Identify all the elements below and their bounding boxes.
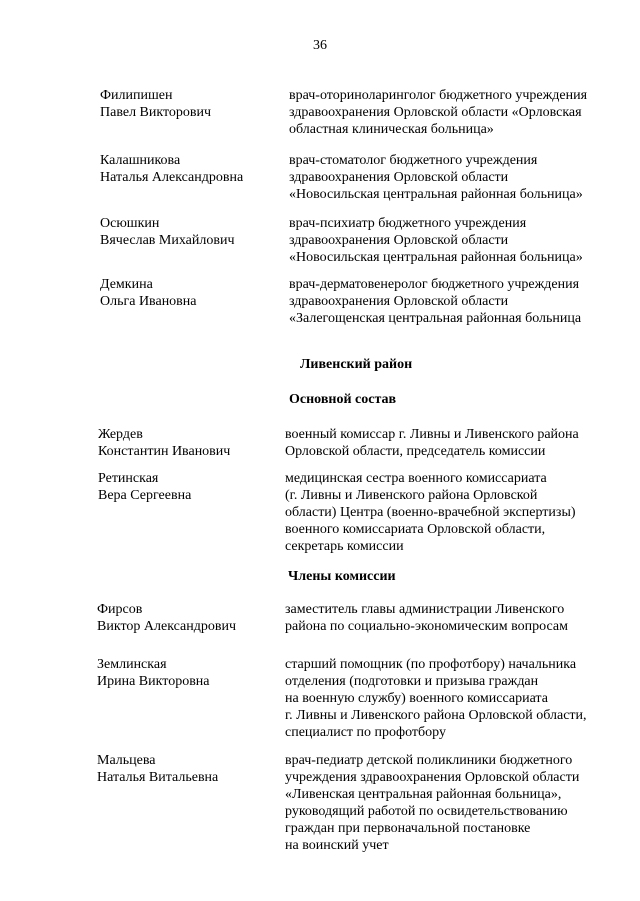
person-name: Ретинская Вера Сергеевна (98, 471, 192, 503)
person-name: Калашникова Наталья Александровна (100, 153, 244, 185)
page-number: 36 (313, 38, 327, 53)
person-name: Филипишен Павел Викторович (100, 88, 212, 120)
person-name: Мальцева Наталья Витальевна (97, 753, 219, 785)
person-name: Осюшкин Вячеслав Михайлович (100, 216, 235, 248)
person-position: врач-дерматовенеролог бюджетного учреждения здравоохранения Орловской области «Залегощенская центральная районная больница (289, 277, 582, 326)
person-position: врач-оториноларинголог бюджетного учреждения здравоохранения Орловской области «Орловская областная клиническая больница» (289, 88, 588, 137)
main-composition-heading: Основной состав (289, 392, 397, 407)
person-position: врач-стоматолог бюджетного учреждения здравоохранения Орловской области «Новосильская центральная районная больница» (289, 153, 583, 202)
person-position: военный комиссар г. Ливны и Ливенского района Орловской области, председатель комиссии (285, 427, 579, 459)
person-name: Демкина Ольга Ивановна (100, 277, 197, 309)
person-position: старший помощник (по профотбору) начальника отделения (подготовки и призыва граждан на военную службу) военного комиссариата г. Ливны и Ливенского района Орловской области, специалист по профотбору (285, 657, 587, 740)
person-name: Фирсов Виктор Александрович (97, 602, 237, 634)
person-name: Землинская Ирина Викторовна (97, 657, 210, 689)
person-position: медицинская сестра военного комиссариата (г. Ливны и Ливенского района Орловской области) Центра (военно-врачебной экспертизы) военного комиссариата Орловской области, секретарь комиссии (285, 471, 576, 554)
district-heading: Ливенский район (300, 357, 413, 372)
person-position: заместитель главы администрации Ливенского района по социально-экономическим вопросам (285, 602, 568, 634)
person-position: врач-педиатр детской поликлиники бюджетного учреждения здравоохранения Орловской области «Ливенская центральная районная больница», руководящий работой по освидетельствованию граждан при первоначальной постановке на воинский учет (285, 753, 580, 853)
person-name: Жердев Константин Иванович (98, 427, 231, 459)
commission-members-heading: Члены комиссии (288, 569, 396, 584)
person-position: врач-психиатр бюджетного учреждения здравоохранения Орловской области «Новосильская центральная районная больница» (289, 216, 583, 265)
